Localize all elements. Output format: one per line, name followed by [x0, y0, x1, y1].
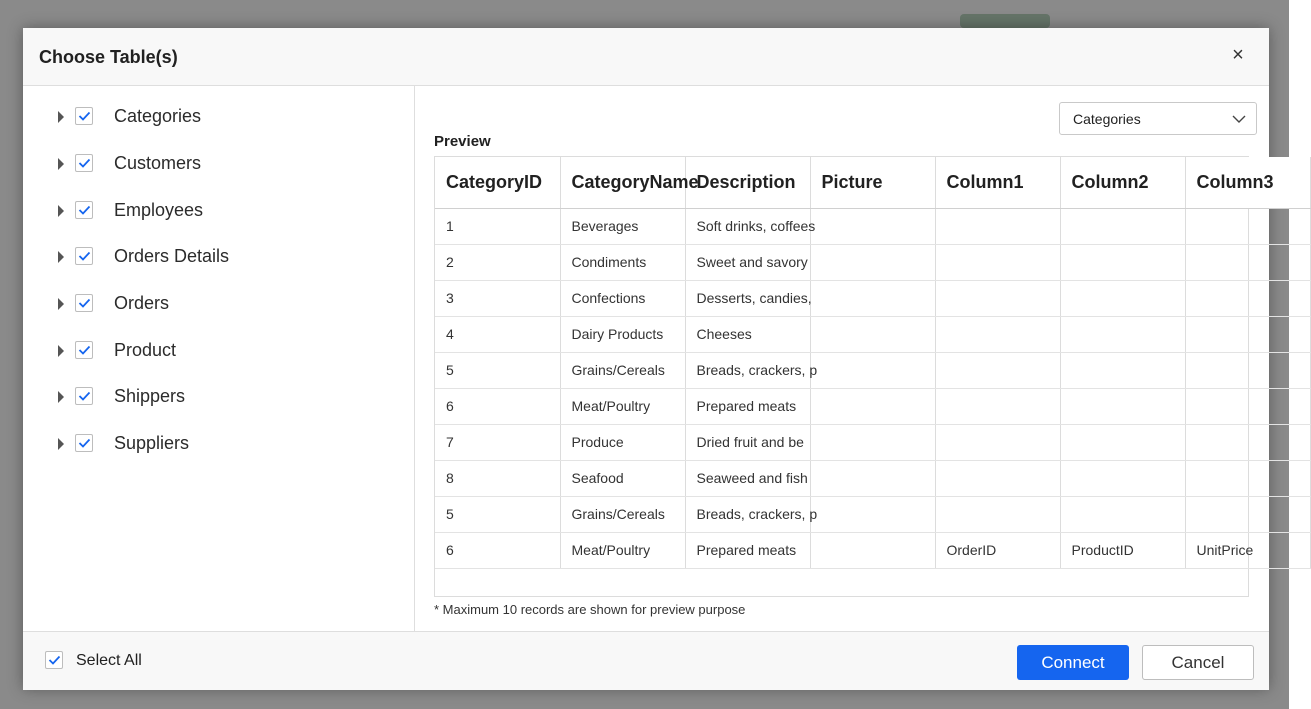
grid-cell: Cheeses	[685, 316, 810, 352]
grid-cell	[935, 208, 1060, 244]
table-checkbox[interactable]	[75, 387, 93, 405]
check-icon	[78, 437, 91, 449]
grid-cell	[935, 388, 1060, 424]
expand-caret-icon[interactable]	[58, 158, 64, 170]
tree-item[interactable]	[23, 429, 403, 459]
expand-caret-icon[interactable]	[58, 205, 64, 217]
tree-item[interactable]	[23, 102, 403, 132]
chevron-down-icon	[1231, 112, 1247, 131]
table-checkbox[interactable]	[75, 341, 93, 359]
preview-heading: Preview	[434, 133, 491, 150]
grid-cell	[1060, 352, 1185, 388]
grid-cell	[935, 244, 1060, 280]
grid-cell	[1060, 316, 1185, 352]
grid-cell	[1060, 496, 1185, 532]
connect-button[interactable]: Connect	[1017, 645, 1129, 680]
grid-cell: OrderID	[935, 532, 1060, 568]
grid-cell	[810, 208, 935, 244]
grid-cell: 1	[435, 208, 560, 244]
grid-cell	[935, 280, 1060, 316]
tree-item[interactable]	[23, 336, 403, 366]
grid-cell	[1060, 424, 1185, 460]
grid-cell	[810, 388, 935, 424]
tree-item[interactable]	[23, 149, 403, 179]
tree-item-label: Categories	[114, 106, 202, 126]
grid-row[interactable]	[435, 496, 1310, 532]
preview-pane	[415, 86, 1274, 631]
grid-cell: 3	[435, 280, 560, 316]
grid-cell	[810, 244, 935, 280]
grid-cell: ProductID	[1060, 532, 1185, 568]
grid-cell	[1060, 208, 1185, 244]
grid-row[interactable]	[435, 532, 1310, 568]
grid-cell	[1185, 208, 1310, 244]
grid-header-row	[435, 157, 1310, 208]
grid-cell: Dairy Products	[560, 316, 685, 352]
grid-cell	[935, 496, 1060, 532]
grid-cell: Grains/Cereals	[560, 352, 685, 388]
tree-item[interactable]	[23, 196, 403, 226]
expand-caret-icon[interactable]	[58, 251, 64, 263]
tree-item-label: Employees	[114, 200, 204, 220]
grid-column-header[interactable]: CategoryID	[435, 157, 560, 208]
grid-cell: Seaweed and fish	[685, 460, 810, 496]
grid-cell: Beverages	[560, 208, 685, 244]
grid-cell: Seafood	[560, 460, 685, 496]
grid-cell: Meat/Poultry	[560, 388, 685, 424]
grid-cell: Grains/Cereals	[560, 496, 685, 532]
grid-cell	[1185, 280, 1310, 316]
grid-cell: Produce	[560, 424, 685, 460]
check-icon	[78, 250, 91, 262]
grid-cell	[1185, 424, 1310, 460]
select-all-checkbox[interactable]	[45, 651, 63, 669]
grid-cell	[1185, 316, 1310, 352]
tree-item[interactable]	[23, 289, 403, 319]
grid-cell: 6	[435, 388, 560, 424]
check-icon	[78, 204, 91, 216]
table-checkbox[interactable]	[75, 294, 93, 312]
grid-cell	[1185, 460, 1310, 496]
grid-cell	[810, 532, 935, 568]
table-select-dropdown[interactable]	[1059, 102, 1257, 135]
tree-item-label: Orders	[114, 293, 170, 313]
grid-cell	[935, 460, 1060, 496]
grid-cell	[1060, 388, 1185, 424]
grid-column-header[interactable]: Column1	[935, 157, 1060, 208]
check-icon	[78, 157, 91, 169]
grid-cell	[810, 424, 935, 460]
grid-column-header[interactable]: Column3	[1185, 157, 1310, 208]
table-checkbox[interactable]	[75, 154, 93, 172]
grid-cell: 7	[435, 424, 560, 460]
grid-cell	[1185, 496, 1310, 532]
grid-cell	[935, 316, 1060, 352]
grid-cell: 2	[435, 244, 560, 280]
grid-row[interactable]	[435, 208, 1310, 244]
tree-item-label: Orders Details	[114, 246, 230, 266]
tree-item[interactable]	[23, 382, 403, 412]
grid-cell: Dried fruit and be	[685, 424, 810, 460]
grid-row[interactable]	[435, 280, 1310, 316]
tree-item-label: Shippers	[114, 386, 186, 406]
grid-cell: Confections	[560, 280, 685, 316]
preview-note: * Maximum 10 records are shown for preview purpose	[434, 602, 746, 617]
tree-item-label: Product	[114, 340, 177, 360]
grid-cell	[810, 352, 935, 388]
dialog-header	[23, 28, 1269, 86]
table-checkbox[interactable]	[75, 247, 93, 265]
grid-cell: 5	[435, 352, 560, 388]
check-icon	[78, 390, 91, 402]
grid-cell	[1060, 460, 1185, 496]
check-icon	[78, 297, 91, 309]
close-icon[interactable]: ×	[1232, 44, 1244, 66]
grid-cell	[1060, 244, 1185, 280]
grid-cell	[1060, 280, 1185, 316]
grid-cell: 5	[435, 496, 560, 532]
grid-cell	[810, 460, 935, 496]
grid-cell: Prepared meats	[685, 532, 810, 568]
grid-column-header[interactable]: Column2	[1060, 157, 1185, 208]
expand-caret-icon[interactable]	[58, 111, 64, 123]
grid-column-header[interactable]: Description	[685, 157, 810, 208]
grid-cell: Soft drinks, coffees	[685, 208, 810, 244]
check-icon	[78, 110, 91, 122]
grid-cell	[1185, 388, 1310, 424]
grid-row[interactable]	[435, 316, 1310, 352]
choose-tables-dialog	[23, 28, 1274, 689]
cancel-button[interactable]: Cancel	[1142, 645, 1254, 680]
grid-row[interactable]	[435, 460, 1310, 496]
expand-caret-icon[interactable]	[58, 298, 64, 310]
grid-cell	[810, 316, 935, 352]
preview-grid[interactable]	[434, 156, 1274, 597]
grid-row[interactable]	[435, 352, 1310, 388]
dialog-footer	[23, 631, 1269, 690]
table-checkbox[interactable]	[75, 107, 93, 125]
grid-column-header[interactable]: CategoryName	[560, 157, 685, 208]
check-icon	[48, 654, 61, 666]
grid-cell: Prepared meats	[685, 388, 810, 424]
grid-cell	[810, 496, 935, 532]
grid-cell: 4	[435, 316, 560, 352]
grid-cell: UnitPrice	[1185, 532, 1310, 568]
grid-column-header[interactable]: Picture	[810, 157, 935, 208]
grid-cell: Meat/Poultry	[560, 532, 685, 568]
grid-cell: Condiments	[560, 244, 685, 280]
expand-caret-icon[interactable]	[58, 391, 64, 403]
expand-caret-icon[interactable]	[58, 345, 64, 357]
table-list-pane	[23, 86, 415, 631]
table-checkbox[interactable]	[75, 201, 93, 219]
tree-item-label: Suppliers	[114, 433, 190, 453]
grid-cell	[810, 280, 935, 316]
select-all-label: Select All	[76, 652, 142, 669]
table-checkbox[interactable]	[75, 434, 93, 452]
grid-cell: Desserts, candies,	[685, 280, 810, 316]
grid-cell	[1185, 352, 1310, 388]
grid-row[interactable]	[435, 244, 1310, 280]
tree-item-label: Customers	[114, 153, 202, 173]
dialog-title: Choose Table(s)	[39, 47, 178, 67]
tree-item[interactable]	[23, 242, 403, 272]
grid-cell	[935, 424, 1060, 460]
grid-row[interactable]	[435, 388, 1310, 424]
grid-row[interactable]	[435, 424, 1310, 460]
background-element	[960, 14, 1050, 28]
grid-cell: 6	[435, 532, 560, 568]
check-icon	[78, 344, 91, 356]
grid-cell: Sweet and savory	[685, 244, 810, 280]
grid-cell: Breads, crackers, p	[685, 496, 810, 532]
dropdown-selected-value: Categories	[1073, 111, 1141, 127]
expand-caret-icon[interactable]	[58, 438, 64, 450]
grid-cell: Breads, crackers, p	[685, 352, 810, 388]
grid-cell: 8	[435, 460, 560, 496]
grid-cell	[935, 352, 1060, 388]
grid-cell	[1185, 244, 1310, 280]
